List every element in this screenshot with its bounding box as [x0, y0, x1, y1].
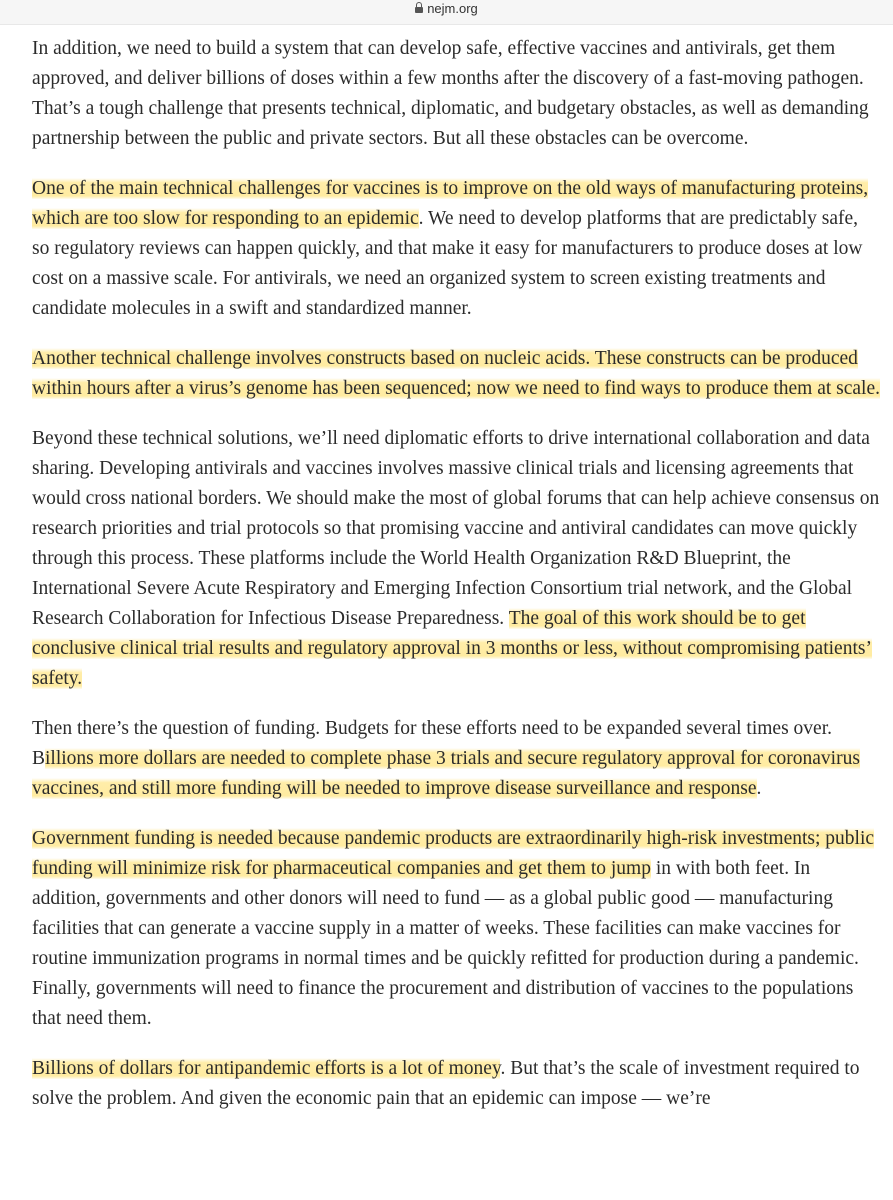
paragraph-3: [32, 344, 880, 404]
address-bar[interactable]: [0, 0, 893, 25]
article-body: [32, 34, 880, 1134]
paragraph-text: in with both feet. In addition, governments and other donors will need to fund — as a global public good — manufacturing facilities that can generate a vaccine supply in a matter of weeks. These facilities can make vaccines for routine immunization programs in normal times and be quickly refitted for production during a pandemic. Finally, governments will need to finance the procurement and distribution of vaccines to the populations that need them.: [32, 858, 859, 1029]
highlighted-text: illions more dollars are needed to complete phase 3 trials and secure regulatory approval for coronavirus vaccines, and still more funding will be needed to improve disease surveillance and response: [32, 748, 860, 799]
highlighted-text: Government funding is needed because pandemic products are extraordinarily high-risk investments; public funding will minimize risk for pharmaceutical companies and get them to jump: [32, 828, 875, 879]
paragraph-2: [32, 174, 880, 324]
highlighted-text: Billions of dollars for antipandemic efforts is a lot of money: [32, 1058, 501, 1079]
paragraph-5: [32, 714, 880, 804]
paragraph-7: [32, 1054, 880, 1114]
paragraph-text: . But that’s the scale of investment required to solve the problem. And given the economic pain that an epidemic can impose — we’re: [32, 1058, 860, 1109]
paragraph-text: .: [756, 778, 762, 799]
paragraph-4: [32, 424, 880, 694]
paragraph-1: [32, 34, 880, 154]
lock-icon: [415, 7, 423, 13]
paragraph-text: In addition, we need to build a system that can develop safe, effective vaccines and antivirals, get them approved, and deliver billions of doses within a few months after the discovery of a fast-moving pathogen. That’s a tough challenge that presents technical, diplomatic, and budgetary obstacles, as well as demanding partnership between the public and private sectors. But all these obstacles can be overcome.: [32, 38, 869, 149]
paragraph-6: [32, 824, 880, 1034]
highlighted-text: One of the main technical challenges for vaccines is to improve on the old ways of manufacturing proteins, which are too slow for responding to an epidemic: [32, 178, 869, 229]
url-domain[interactable]: nejm.org: [427, 1, 478, 16]
highlighted-text: Another technical challenge involves constructs based on nucleic acids. These constructs can be produced within hours after a virus’s genome has been sequenced; now we need to find ways to produce them at scale.: [32, 348, 880, 399]
paragraph-text: Beyond these technical solutions, we’ll need diplomatic efforts to drive international collaboration and data sharing. Developing antivirals and vaccines involves massive clinical trials and licensing agreements that would cross national borders. We should make the most of global forums that can help achieve consensus on research priorities and trial protocols so that promising vaccine and antiviral candidates can move quickly through this process. These platforms include the World Health Organization R&D Blueprint, the International Severe Acute Respiratory and Emerging Infection Consortium trial network, and the Global Research Collaboration for Infectious Disease Preparedness.: [32, 428, 880, 629]
paragraph-text: . We need to develop platforms that are predictably safe, so regulatory reviews can happen quickly, and that make it easy for manufacturers to produce doses at low cost on a massive scale. For antivirals, we need an organized system to screen existing treatments and candidate molecules in a swift and standardized manner.: [32, 208, 863, 319]
highlighted-text: The goal of this work should be to get conclusive clinical trial results and regulatory approval in 3 months or less, without compromising patients’ safety.: [32, 608, 872, 689]
paragraph-text: Then there’s the question of funding. Budgets for these efforts need to be expanded several times over. B: [32, 718, 832, 769]
